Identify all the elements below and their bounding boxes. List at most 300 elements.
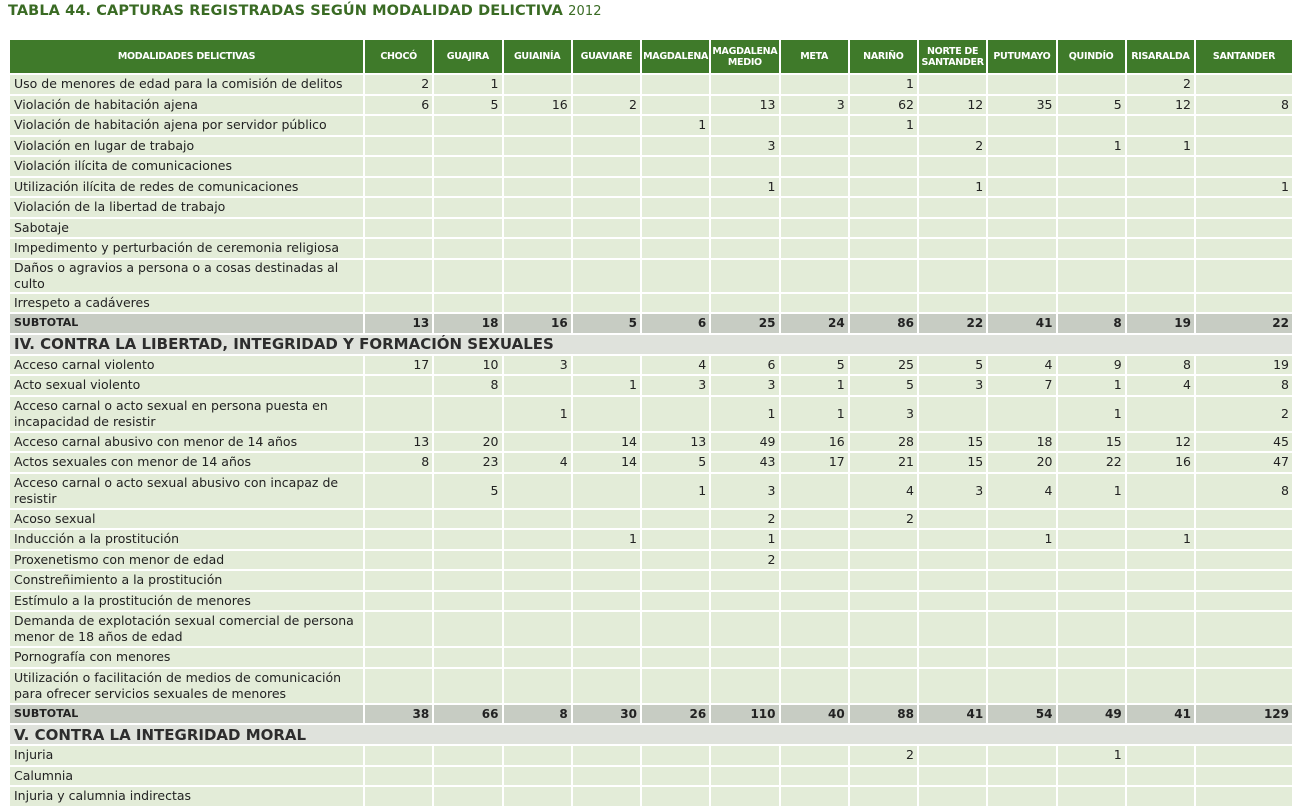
cell-value	[434, 551, 501, 570]
cell-value: 22	[1196, 314, 1292, 333]
cell-value	[1127, 294, 1194, 313]
cell-value	[1127, 787, 1194, 806]
cell-value	[642, 260, 709, 292]
cell-value	[711, 198, 778, 217]
cell-value	[850, 612, 917, 646]
cell-value	[988, 510, 1055, 529]
cell-value	[504, 376, 571, 395]
cell-value	[1058, 239, 1125, 258]
cell-value	[573, 571, 640, 590]
cell-value	[1127, 510, 1194, 529]
cell-value	[642, 294, 709, 313]
cell-value	[919, 260, 986, 292]
table-number: TABLA 44.	[8, 3, 92, 19]
table-row	[10, 474, 1292, 508]
cell-value	[1127, 116, 1194, 135]
cell-value	[781, 474, 848, 508]
row-label: Acceso carnal violento	[10, 356, 363, 375]
cell-value	[988, 198, 1055, 217]
table-row	[10, 96, 1292, 115]
cell-value: 15	[919, 433, 986, 452]
cell-value	[1196, 767, 1292, 786]
cell-value: 129	[1196, 705, 1292, 724]
cell-value: 54	[988, 705, 1055, 724]
cell-value	[1127, 551, 1194, 570]
cell-value	[434, 767, 501, 786]
cell-value	[504, 767, 571, 786]
cell-value	[573, 294, 640, 313]
cell-value	[1127, 157, 1194, 176]
cell-value	[711, 75, 778, 94]
cell-value: 8	[1196, 96, 1292, 115]
cell-value	[919, 592, 986, 611]
cell-value: 18	[434, 314, 501, 333]
cell-value: 2	[850, 746, 917, 765]
cell-value	[504, 116, 571, 135]
cell-value	[1058, 669, 1125, 703]
cell-value	[781, 746, 848, 765]
cell-value: 16	[504, 314, 571, 333]
cell-value	[365, 219, 432, 238]
cell-value	[781, 75, 848, 94]
cell-value	[781, 116, 848, 135]
cell-value	[1058, 571, 1125, 590]
cell-value	[850, 137, 917, 156]
cell-value	[642, 612, 709, 646]
cell-value: 1	[1058, 397, 1125, 431]
cell-value: 4	[850, 474, 917, 508]
cell-value: 3	[711, 137, 778, 156]
table-row	[10, 746, 1292, 765]
cell-value	[504, 787, 571, 806]
cell-value	[573, 198, 640, 217]
cell-value	[434, 669, 501, 703]
cell-value: 15	[919, 453, 986, 472]
cell-value	[642, 157, 709, 176]
cell-value	[504, 571, 571, 590]
cell-value	[850, 239, 917, 258]
table-row	[10, 551, 1292, 570]
row-label: Violación en lugar de trabajo	[10, 137, 363, 156]
cell-value	[1196, 787, 1292, 806]
cell-value: 1	[434, 75, 501, 94]
cell-value	[1058, 294, 1125, 313]
cell-value: 13	[711, 96, 778, 115]
cell-value: 2	[573, 96, 640, 115]
row-label: Pornografía con menores	[10, 648, 363, 667]
table-row	[10, 356, 1292, 375]
cell-value	[1127, 260, 1194, 292]
row-label: Utilización o facilitación de medios de comunicación para ofrecer servicios sexuales de menores	[10, 669, 363, 703]
cell-value	[642, 178, 709, 197]
cell-value: 13	[365, 433, 432, 452]
cell-value	[1196, 612, 1292, 646]
cell-value: 1	[781, 397, 848, 431]
cell-value	[1058, 260, 1125, 292]
cell-value	[1196, 746, 1292, 765]
cell-value	[781, 669, 848, 703]
table-row	[10, 178, 1292, 197]
cell-value: 3	[781, 96, 848, 115]
cell-value	[365, 669, 432, 703]
cell-value	[1196, 198, 1292, 217]
row-label: Proxenetismo con menor de edad	[10, 551, 363, 570]
header-column: NARIÑO	[850, 40, 917, 73]
cell-value	[434, 397, 501, 431]
cell-value	[434, 510, 501, 529]
cell-value	[504, 746, 571, 765]
cell-value: 86	[850, 314, 917, 333]
cell-value: 5	[434, 96, 501, 115]
cell-value	[1058, 787, 1125, 806]
cell-value	[365, 198, 432, 217]
cell-value	[434, 294, 501, 313]
cell-value	[1058, 198, 1125, 217]
cell-value	[711, 592, 778, 611]
cell-value: 4	[988, 474, 1055, 508]
cell-value	[1196, 530, 1292, 549]
row-label: Acto sexual violento	[10, 376, 363, 395]
cell-value	[988, 178, 1055, 197]
cell-value: 45	[1196, 433, 1292, 452]
cell-value	[365, 474, 432, 508]
cell-value	[573, 787, 640, 806]
cell-value	[573, 397, 640, 431]
cell-value: 110	[711, 705, 778, 724]
cell-value	[1127, 198, 1194, 217]
cell-value	[781, 612, 848, 646]
cell-value: 3	[711, 474, 778, 508]
cell-value: 1	[504, 397, 571, 431]
cell-value	[365, 746, 432, 765]
cell-value	[434, 239, 501, 258]
cell-value	[504, 530, 571, 549]
cell-value: 19	[1127, 314, 1194, 333]
cell-value	[1196, 592, 1292, 611]
cell-value	[573, 592, 640, 611]
cell-value: 6	[365, 96, 432, 115]
cell-value: 1	[1058, 746, 1125, 765]
cell-value	[642, 510, 709, 529]
cell-value	[781, 178, 848, 197]
cell-value	[365, 137, 432, 156]
cell-value	[642, 571, 709, 590]
row-label: Acceso carnal o acto sexual abusivo con incapaz de resistir	[10, 474, 363, 508]
cell-value: 3	[919, 376, 986, 395]
cell-value: 1	[711, 530, 778, 549]
cell-value	[1058, 157, 1125, 176]
cell-value: 1	[711, 397, 778, 431]
row-label: Utilización ilícita de redes de comunicaciones	[10, 178, 363, 197]
cell-value	[1058, 116, 1125, 135]
cell-value	[434, 571, 501, 590]
cell-value	[1196, 239, 1292, 258]
cell-value: 1	[573, 530, 640, 549]
cell-value: 8	[1196, 376, 1292, 395]
row-label: Injuria	[10, 746, 363, 765]
cell-value	[365, 767, 432, 786]
cell-value: 2	[850, 510, 917, 529]
cell-value	[642, 198, 709, 217]
cell-value	[365, 592, 432, 611]
cell-value: 3	[711, 376, 778, 395]
section-title: V. CONTRA LA INTEGRIDAD MORAL	[10, 725, 1292, 744]
table-row	[10, 137, 1292, 156]
cell-value	[919, 767, 986, 786]
cell-value	[642, 551, 709, 570]
cell-value: 17	[781, 453, 848, 472]
row-label: Violación ilícita de comunicaciones	[10, 157, 363, 176]
cell-value: 5	[850, 376, 917, 395]
header-column: META	[781, 40, 848, 73]
cell-value	[781, 648, 848, 667]
cell-value	[711, 157, 778, 176]
table-row	[10, 397, 1292, 431]
cell-value	[1127, 397, 1194, 431]
cell-value	[1196, 75, 1292, 94]
table-row	[10, 376, 1292, 395]
cell-value	[573, 767, 640, 786]
cell-value	[988, 551, 1055, 570]
cell-value	[919, 397, 986, 431]
table-title	[8, 3, 602, 19]
row-label: Acoso sexual	[10, 510, 363, 529]
cell-value: 5	[434, 474, 501, 508]
cell-value: 5	[642, 453, 709, 472]
row-label: Inducción a la prostitución	[10, 530, 363, 549]
cell-value: 5	[573, 314, 640, 333]
cell-value	[988, 746, 1055, 765]
cell-value	[365, 116, 432, 135]
cell-value	[919, 75, 986, 94]
cell-value	[850, 198, 917, 217]
cell-value	[365, 787, 432, 806]
cell-value	[919, 198, 986, 217]
cell-value	[919, 787, 986, 806]
cell-value: 20	[988, 453, 1055, 472]
row-label: Acceso carnal o acto sexual en persona puesta en incapacidad de resistir	[10, 397, 363, 431]
cell-value	[573, 510, 640, 529]
cell-value: 49	[711, 433, 778, 452]
cell-value: 49	[1058, 705, 1125, 724]
cell-value: 8	[1196, 474, 1292, 508]
cell-value: 23	[434, 453, 501, 472]
cell-value	[850, 157, 917, 176]
cell-value	[365, 551, 432, 570]
cell-value	[1127, 592, 1194, 611]
cell-value	[1127, 648, 1194, 667]
cell-value	[573, 116, 640, 135]
header-column: NORTE DE SANTANDER	[919, 40, 986, 73]
cell-value	[781, 787, 848, 806]
cell-value: 5	[781, 356, 848, 375]
subtotal-label: SUBTOTAL	[10, 314, 363, 333]
cell-value	[850, 787, 917, 806]
cell-value: 12	[1127, 433, 1194, 452]
cell-value	[504, 510, 571, 529]
cell-value: 18	[988, 433, 1055, 452]
table-row	[10, 239, 1292, 258]
cell-value	[504, 592, 571, 611]
cell-value	[919, 294, 986, 313]
cell-value	[434, 178, 501, 197]
cell-value: 8	[1058, 314, 1125, 333]
cell-value	[988, 157, 1055, 176]
cell-value: 2	[919, 137, 986, 156]
cell-value	[919, 530, 986, 549]
cell-value: 41	[988, 314, 1055, 333]
cell-value	[1058, 510, 1125, 529]
cell-value	[781, 530, 848, 549]
cell-value	[919, 116, 986, 135]
table-row	[10, 648, 1292, 667]
cell-value	[850, 294, 917, 313]
cell-value: 2	[711, 510, 778, 529]
cell-value	[642, 219, 709, 238]
section-header-row	[10, 335, 1292, 354]
cell-value	[919, 157, 986, 176]
table-caption: CAPTURAS REGISTRADAS SEGÚN MODALIDAD DELICTIVA	[96, 3, 563, 19]
cell-value: 9	[1058, 356, 1125, 375]
cell-value	[781, 571, 848, 590]
cell-value	[781, 510, 848, 529]
row-label: Demanda de explotación sexual comercial de persona menor de 18 años de edad	[10, 612, 363, 646]
row-label: Constreñimiento a la prostitución	[10, 571, 363, 590]
cell-value	[988, 239, 1055, 258]
cell-value	[504, 239, 571, 258]
cell-value	[1058, 219, 1125, 238]
cell-value	[504, 198, 571, 217]
cell-value	[504, 612, 571, 646]
cell-value	[1127, 746, 1194, 765]
table-row	[10, 787, 1292, 806]
header-column: MAGDALENA	[642, 40, 709, 73]
cell-value	[850, 530, 917, 549]
cell-value: 12	[919, 96, 986, 115]
cell-value	[434, 157, 501, 176]
cell-value	[434, 137, 501, 156]
cell-value	[1196, 669, 1292, 703]
cell-value: 2	[1196, 397, 1292, 431]
cell-value	[1196, 294, 1292, 313]
cell-value	[1196, 157, 1292, 176]
cell-value: 47	[1196, 453, 1292, 472]
cell-value	[642, 746, 709, 765]
cell-value	[919, 669, 986, 703]
cell-value: 8	[434, 376, 501, 395]
cell-value	[434, 530, 501, 549]
cell-value	[988, 787, 1055, 806]
row-label: Irrespeto a cadáveres	[10, 294, 363, 313]
cell-value	[365, 530, 432, 549]
cell-value	[988, 260, 1055, 292]
cell-value: 22	[919, 314, 986, 333]
cell-value	[781, 239, 848, 258]
cell-value	[919, 551, 986, 570]
table-row	[10, 510, 1292, 529]
cell-value: 7	[988, 376, 1055, 395]
cell-value: 6	[711, 356, 778, 375]
cell-value	[988, 592, 1055, 611]
cell-value	[434, 260, 501, 292]
cell-value	[365, 510, 432, 529]
cell-value	[711, 219, 778, 238]
cell-value	[1196, 137, 1292, 156]
cell-value	[781, 551, 848, 570]
cell-value: 1	[1058, 474, 1125, 508]
cell-value	[850, 669, 917, 703]
cell-value	[1196, 648, 1292, 667]
cell-value: 3	[850, 397, 917, 431]
cell-value: 8	[1127, 356, 1194, 375]
cell-value	[988, 75, 1055, 94]
row-label: Violación de la libertad de trabajo	[10, 198, 363, 217]
cell-value	[573, 260, 640, 292]
table-row	[10, 612, 1292, 646]
table-row	[10, 198, 1292, 217]
cell-value	[434, 787, 501, 806]
row-label: Calumnia	[10, 767, 363, 786]
cell-value	[365, 376, 432, 395]
cell-value: 16	[781, 433, 848, 452]
row-label: Injuria y calumnia indirectas	[10, 787, 363, 806]
row-label: Estímulo a la prostitución de menores	[10, 592, 363, 611]
cell-value	[711, 648, 778, 667]
cell-value	[573, 178, 640, 197]
cell-value	[365, 397, 432, 431]
cell-value	[1196, 510, 1292, 529]
cell-value	[434, 648, 501, 667]
cell-value: 8	[504, 705, 571, 724]
cell-value	[1196, 551, 1292, 570]
cell-value	[850, 551, 917, 570]
row-label: Violación de habitación ajena	[10, 96, 363, 115]
cell-value: 66	[434, 705, 501, 724]
cell-value	[988, 571, 1055, 590]
row-label: Sabotaje	[10, 219, 363, 238]
cell-value: 5	[919, 356, 986, 375]
header-column: GUIAINÍA	[504, 40, 571, 73]
cell-value	[573, 75, 640, 94]
table-body	[10, 75, 1292, 806]
cell-value: 35	[988, 96, 1055, 115]
cell-value	[850, 648, 917, 667]
cell-value: 24	[781, 314, 848, 333]
header-column: MAGDALENA MEDIO	[711, 40, 778, 73]
header-column: PUTUMAYO	[988, 40, 1055, 73]
cell-value: 1	[711, 178, 778, 197]
cell-value	[850, 592, 917, 611]
cell-value: 1	[919, 178, 986, 197]
cell-value	[781, 219, 848, 238]
cell-value: 1	[1127, 530, 1194, 549]
cell-value	[988, 116, 1055, 135]
cell-value: 40	[781, 705, 848, 724]
header-column: QUINDÍO	[1058, 40, 1125, 73]
cell-value	[1058, 767, 1125, 786]
cell-value: 5	[1058, 96, 1125, 115]
cell-value: 25	[711, 314, 778, 333]
cell-value	[1196, 260, 1292, 292]
header-column: SANTANDER	[1196, 40, 1292, 73]
cell-value	[988, 669, 1055, 703]
cell-value: 10	[434, 356, 501, 375]
cell-value	[642, 767, 709, 786]
cell-value	[711, 669, 778, 703]
cell-value: 3	[504, 356, 571, 375]
header-column: RISARALDA	[1127, 40, 1194, 73]
cell-value	[919, 510, 986, 529]
